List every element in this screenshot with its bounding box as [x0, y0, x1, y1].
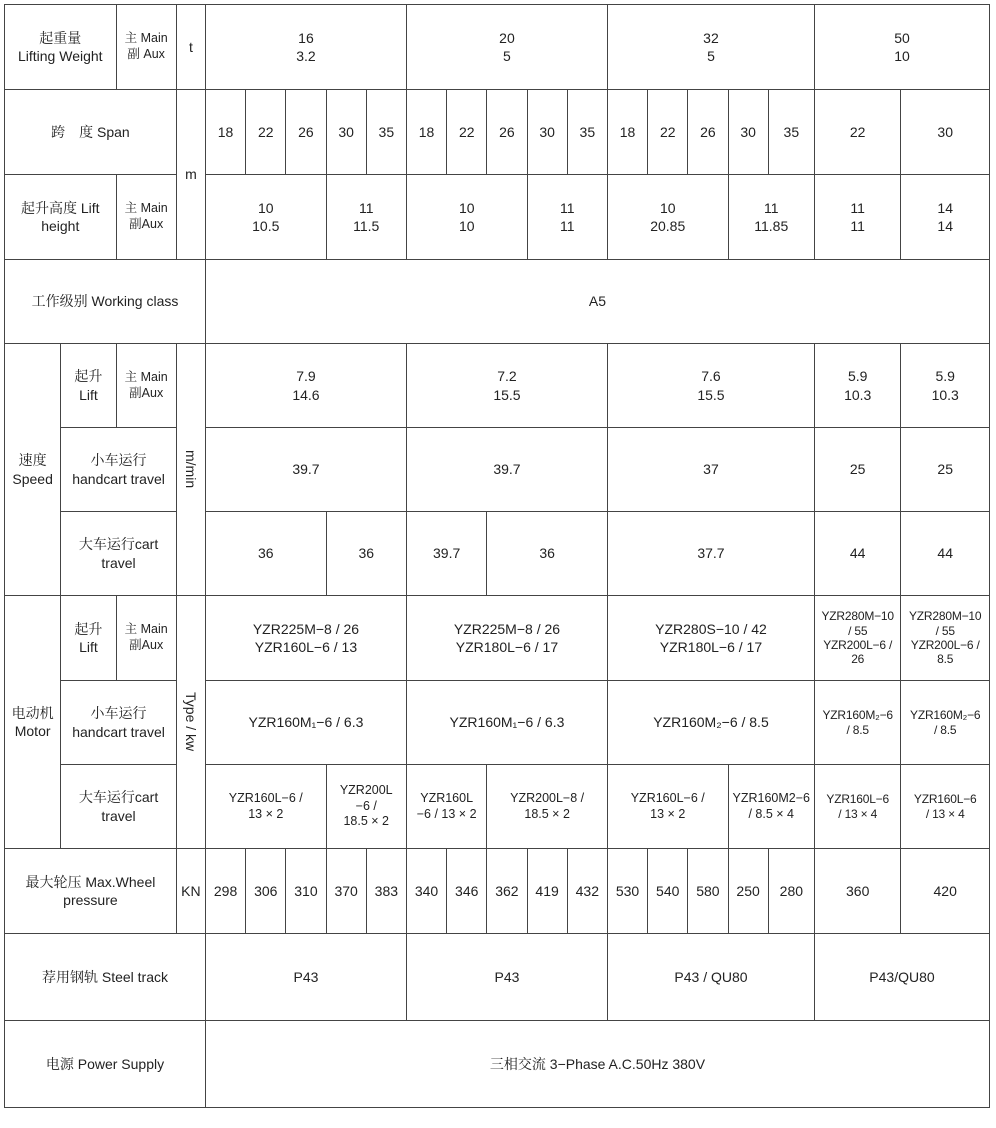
span-cell: 22	[246, 90, 286, 175]
row-motor-handcart	[5, 681, 990, 765]
wheel-pressure-cell: 340	[406, 849, 446, 934]
motor-lift-cell: YZR280M−10 / 55 YZR200L−6 / 8.5	[901, 596, 990, 681]
row-power-supply	[5, 1021, 990, 1108]
lifting-weight-cell: 20 5	[406, 5, 607, 90]
motor-handcart-cell: YZR160M₂−6 / 8.5	[607, 681, 814, 765]
steel-track-cell: P43	[406, 934, 607, 1021]
motor-cart-cell: YZR200L−8 / 18.5 × 2	[487, 765, 608, 849]
speed-cart-cell: 44	[901, 512, 990, 596]
wheel-pressure-cell: 370	[326, 849, 366, 934]
speed-handcart-cell: 37	[607, 428, 814, 512]
row-motor-cart	[5, 765, 990, 849]
speed-handcart-cell: 39.7	[406, 428, 607, 512]
motor-lift-cell: YZR280S−10 / 42 YZR180L−6 / 17	[607, 596, 814, 681]
lift-height-label: 起升高度 Lift height	[5, 175, 117, 260]
row-speed-cart	[5, 512, 990, 596]
motor-cart-cell: YZR160L−6 / 13 × 4	[901, 765, 990, 849]
row-lifting-weight	[5, 5, 990, 90]
span-cell: 22	[447, 90, 487, 175]
span-cell: 30	[901, 90, 990, 175]
span-label: 跨 度 Span	[5, 90, 177, 175]
wheel-pressure-cell: 580	[688, 849, 728, 934]
lift-height-cell: 10 10	[406, 175, 527, 260]
lift-height-cell: 11 11.5	[326, 175, 406, 260]
row-lift-height	[5, 175, 990, 260]
lift-height-cell: 11 11	[527, 175, 607, 260]
wheel-pressure-cell: 250	[728, 849, 768, 934]
power-supply-label: 电源 Power Supply	[5, 1021, 206, 1108]
lift-height-cell: 10 10.5	[205, 175, 326, 260]
motor-handcart-cell: YZR160M₁−6 / 6.3	[205, 681, 406, 765]
motor-unit: Type / kw	[176, 596, 205, 849]
span-cell: 26	[487, 90, 527, 175]
span-cell: 22	[814, 90, 900, 175]
wheel-pressure-cell: 310	[286, 849, 326, 934]
motor-lift-cell: YZR225M−8 / 26 YZR160L−6 / 13	[205, 596, 406, 681]
motor-cart-cell: YZR160L −6 / 13 × 2	[406, 765, 486, 849]
speed-lift-label: 起升 Lift	[61, 344, 116, 428]
span-cell: 26	[688, 90, 728, 175]
speed-handcart-label: 小车运行 handcart travel	[61, 428, 177, 512]
span-cell: 18	[607, 90, 647, 175]
wheel-pressure-unit: KN	[176, 849, 205, 934]
steel-track-label: 荐用钢轨 Steel track	[5, 934, 206, 1021]
span-cell: 35	[768, 90, 814, 175]
wheel-pressure-cell: 383	[366, 849, 406, 934]
motor-handcart-label: 小车运行 handcart travel	[61, 681, 177, 765]
span-cell: 30	[527, 90, 567, 175]
row-span	[5, 90, 990, 175]
row-speed-handcart	[5, 428, 990, 512]
speed-handcart-cell: 25	[901, 428, 990, 512]
span-cell: 18	[205, 90, 245, 175]
wheel-pressure-cell: 280	[768, 849, 814, 934]
speed-unit: m/min	[176, 344, 205, 596]
row-working-class	[5, 260, 990, 344]
wheel-pressure-cell: 530	[607, 849, 647, 934]
speed-lift-sub: 主 Main 副Aux	[116, 344, 176, 428]
wheel-pressure-cell: 360	[814, 849, 900, 934]
motor-group-label: 电动机 Motor	[5, 596, 61, 849]
power-supply-value: 三相交流 3−Phase A.C.50Hz 380V	[205, 1021, 989, 1108]
motor-handcart-cell: YZR160M₂−6 / 8.5	[814, 681, 900, 765]
lift-height-sub: 主 Main 副Aux	[116, 175, 176, 260]
wheel-pressure-cell: 420	[901, 849, 990, 934]
lifting-weight-cell: 50 10	[814, 5, 989, 90]
row-motor-lift	[5, 596, 990, 681]
wheel-pressure-cell: 362	[487, 849, 527, 934]
lifting-weight-cell: 32 5	[607, 5, 814, 90]
lifting-weight-cell: 16 3.2	[205, 5, 406, 90]
span-cell: 35	[366, 90, 406, 175]
lift-height-cell: 14 14	[901, 175, 990, 260]
speed-handcart-cell: 25	[814, 428, 900, 512]
row-wheel-pressure	[5, 849, 990, 934]
lifting-weight-sub: 主 Main 副 Aux	[116, 5, 176, 90]
working-class-label: 工作级别 Working class	[5, 260, 206, 344]
wheel-pressure-cell: 432	[567, 849, 607, 934]
lift-height-cell: 11 11	[814, 175, 900, 260]
row-steel-track	[5, 934, 990, 1021]
motor-lift-sub: 主 Main 副Aux	[116, 596, 176, 681]
lifting-weight-unit: t	[176, 5, 205, 90]
speed-cart-cell: 36	[326, 512, 406, 596]
span-cell: 30	[728, 90, 768, 175]
span-cell: 26	[286, 90, 326, 175]
speed-lift-cell: 7.2 15.5	[406, 344, 607, 428]
wheel-pressure-label: 最大轮压 Max.Wheel pressure	[5, 849, 177, 934]
span-unit: m	[176, 90, 205, 260]
span-cell: 22	[648, 90, 688, 175]
speed-lift-cell: 7.9 14.6	[205, 344, 406, 428]
motor-cart-cell: YZR160M2−6 / 8.5 × 4	[728, 765, 814, 849]
row-speed-lift	[5, 344, 990, 428]
working-class-value: A5	[205, 260, 989, 344]
speed-lift-cell: 5.9 10.3	[814, 344, 900, 428]
wheel-pressure-cell: 346	[447, 849, 487, 934]
motor-cart-cell: YZR160L−6 / 13 × 2	[607, 765, 728, 849]
lift-height-cell: 11 11.85	[728, 175, 814, 260]
steel-track-cell: P43 / QU80	[607, 934, 814, 1021]
speed-lift-cell: 7.6 15.5	[607, 344, 814, 428]
speed-cart-cell: 36	[205, 512, 326, 596]
motor-cart-cell: YZR160L−6 / 13 × 2	[205, 765, 326, 849]
motor-cart-cell: YZR200L −6 / 18.5 × 2	[326, 765, 406, 849]
speed-handcart-cell: 39.7	[205, 428, 406, 512]
motor-handcart-cell: YZR160M₂−6 / 8.5	[901, 681, 990, 765]
wheel-pressure-cell: 540	[648, 849, 688, 934]
wheel-pressure-cell: 306	[246, 849, 286, 934]
motor-cart-label: 大车运行cart travel	[61, 765, 177, 849]
span-cell: 18	[406, 90, 446, 175]
motor-lift-cell: YZR280M−10 / 55 YZR200L−6 / 26	[814, 596, 900, 681]
motor-lift-cell: YZR225M−8 / 26 YZR180L−6 / 17	[406, 596, 607, 681]
wheel-pressure-cell: 298	[205, 849, 245, 934]
crane-spec-table	[4, 4, 990, 1108]
speed-cart-cell: 44	[814, 512, 900, 596]
motor-handcart-cell: YZR160M₁−6 / 6.3	[406, 681, 607, 765]
span-cell: 30	[326, 90, 366, 175]
motor-lift-label: 起升 Lift	[61, 596, 116, 681]
lift-height-cell: 10 20.85	[607, 175, 728, 260]
speed-lift-cell: 5.9 10.3	[901, 344, 990, 428]
speed-cart-cell: 39.7	[406, 512, 486, 596]
steel-track-cell: P43	[205, 934, 406, 1021]
motor-cart-cell: YZR160L−6 / 13 × 4	[814, 765, 900, 849]
span-cell: 35	[567, 90, 607, 175]
lifting-weight-label: 起重量 Lifting Weight	[5, 5, 117, 90]
speed-cart-label: 大车运行cart travel	[61, 512, 177, 596]
speed-cart-cell: 36	[487, 512, 608, 596]
speed-cart-cell: 37.7	[607, 512, 814, 596]
speed-group-label: 速度 Speed	[5, 344, 61, 596]
steel-track-cell: P43/QU80	[814, 934, 989, 1021]
wheel-pressure-cell: 419	[527, 849, 567, 934]
